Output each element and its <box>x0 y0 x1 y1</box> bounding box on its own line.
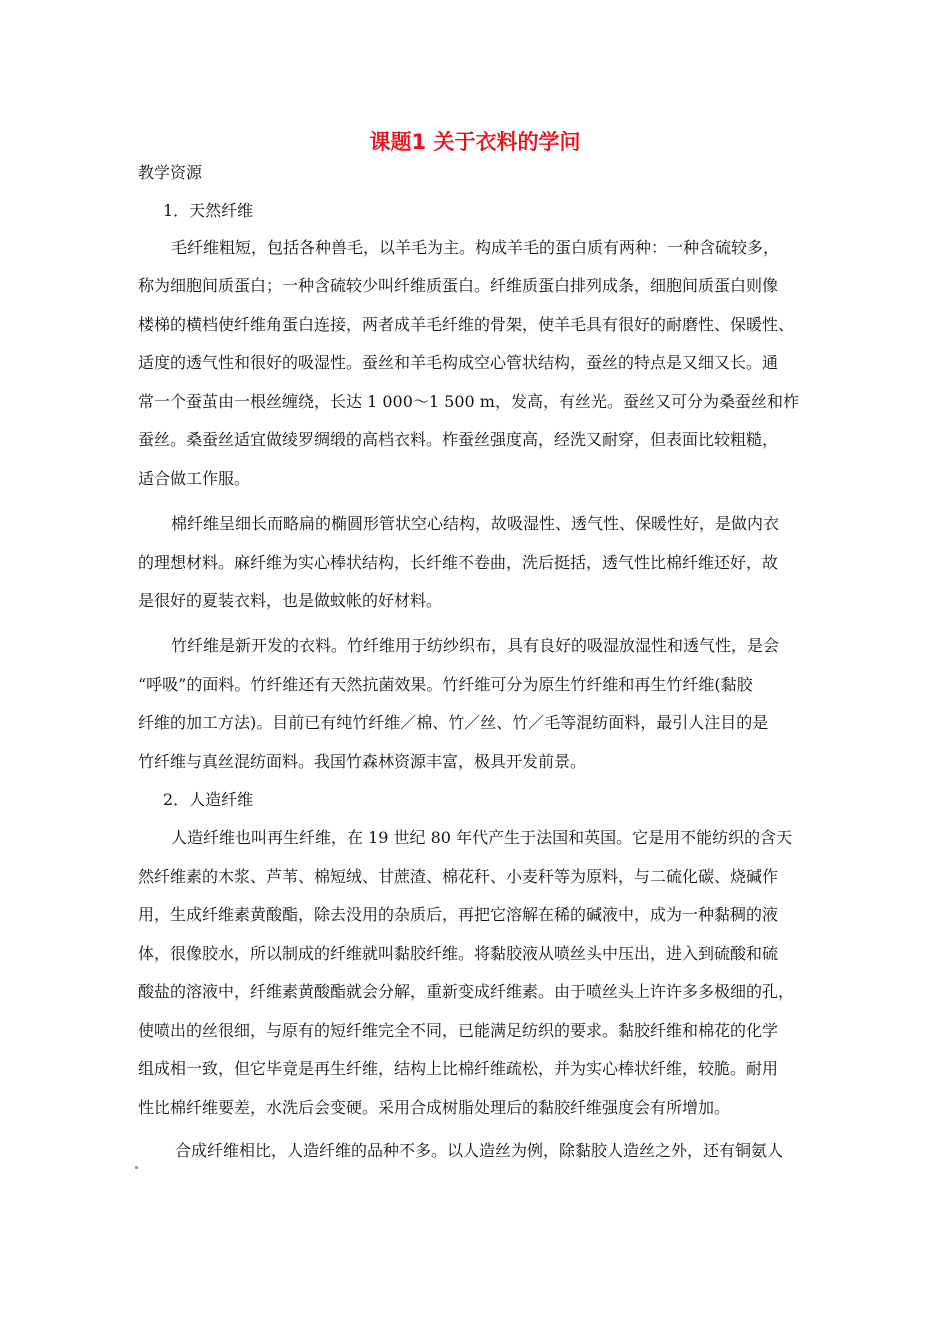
document-title: 课题1 关于衣料的学问 <box>369 130 581 154</box>
paragraph-line: “呼吸”的面料。竹纤维还有天然抗菌效果。竹纤维可分为原生竹纤维和再生竹纤维(黏胶 <box>138 675 753 694</box>
paragraph-line: 适度的透气性和很好的吸湿性。蚕丝和羊毛构成空心管状结构，蚕丝的特点是又细又长。通 <box>138 353 779 372</box>
section-label: 教学资源 <box>138 163 203 182</box>
paragraph-line: 适合做工作服。 <box>138 469 251 488</box>
paragraph-line: 蚕丝。桑蚕丝适宜做绫罗绸缎的高档衣料。柞蚕丝强度高，经洗又耐穿，但表面比较粗糙， <box>138 430 779 449</box>
paragraph-line: 纤维的加工方法)。目前已有纯竹纤维／棉、竹／丝、竹／毛等混纺面料，最引人注目的是 <box>138 713 769 732</box>
heading-natural-fibers: 1．天然纤维 <box>163 201 254 220</box>
paragraph-line: 然纤维素的木浆、芦苇、棉短绒、甘蔗渣、棉花秆、小麦秆等为原料，与二硫化碳、烧碱作 <box>138 867 779 886</box>
paragraph-line: 竹纤维是新开发的衣料。竹纤维用于纺纱织布，具有良好的吸湿放湿性和透气性，是会 <box>171 636 780 655</box>
paragraph-line: 楼梯的横档使纤维角蛋白连接，两者成羊毛纤维的骨架，使羊毛具有很好的耐磨性、保暖性、 <box>138 315 795 334</box>
paragraph-line: 的理想材料。麻纤维为实心棒状结构，长纤维不卷曲，洗后挺括，透气性比棉纤维还好，故 <box>138 553 779 572</box>
paragraph-line: 性比棉纤维要差，水洗后会变硬。采用合成树脂处理后的黏胶纤维强度会有所增加。 <box>138 1098 731 1117</box>
paragraph-line: 毛纤维粗短，包括各种兽毛，以羊毛为主。构成羊毛的蛋白质有两种：一种含硫较多， <box>171 238 780 257</box>
heading-man-made-fibers: 2．人造纤维 <box>163 790 254 809</box>
paragraph-line: 体，很像胶水，所以制成的纤维就叫黏胶纤维。将黏胶液从喷丝头中压出，进入到硫酸和硫 <box>138 944 779 963</box>
paragraph-line: 组成相一致，但它毕竟是再生纤维，结构上比棉纤维疏松，并为实心棒状纤维，较脆。耐用 <box>138 1059 779 1078</box>
paragraph-line: 竹纤维与真丝混纺面料。我国竹森林资源丰富，极具开发前景。 <box>138 752 587 771</box>
paragraph-line: 合成纤维相比，人造纤维的品种不多。以人造丝为例，除黏胶人造丝之外，还有铜氨人 <box>175 1141 784 1160</box>
paragraph-line: 用，生成纤维素黄酸酯，除去没用的杂质后，再把它溶解在稀的碱液中，成为一种黏稠的液 <box>138 905 779 924</box>
paragraph-line: 是很好的夏装衣料，也是做蚊帐的好材料。 <box>138 591 443 610</box>
stray-mark <box>135 1166 138 1169</box>
paragraph-line: 称为细胞间质蛋白；一种含硫较少叫纤维质蛋白。纤维质蛋白排列成条，细胞间质蛋白则像 <box>138 276 779 295</box>
paragraph-line: 人造纤维也叫再生纤维，在 19 世纪 80 年代产生于法国和英国。它是用不能纺织的含天 <box>171 828 793 847</box>
paragraph-line: 使喷出的丝很细，与原有的短纤维完全不同，已能满足纺织的要求。黏胶纤维和棉花的化学 <box>138 1021 779 1040</box>
paragraph-line: 酸盐的溶液中，纤维素黄酸酯就会分解，重新变成纤维素。由于喷丝头上许许多多极细的孔， <box>138 982 795 1001</box>
paragraph-line: 棉纤维呈细长而略扁的椭圆形管状空心结构，故吸湿性、透气性、保暖性好，是做内衣 <box>171 514 780 533</box>
paragraph-line: 常一个蚕茧由一根丝缠绕，长达 1 000～1 500 m，发高，有丝光。蚕丝又可分为桑蚕丝和柞 <box>138 392 799 411</box>
